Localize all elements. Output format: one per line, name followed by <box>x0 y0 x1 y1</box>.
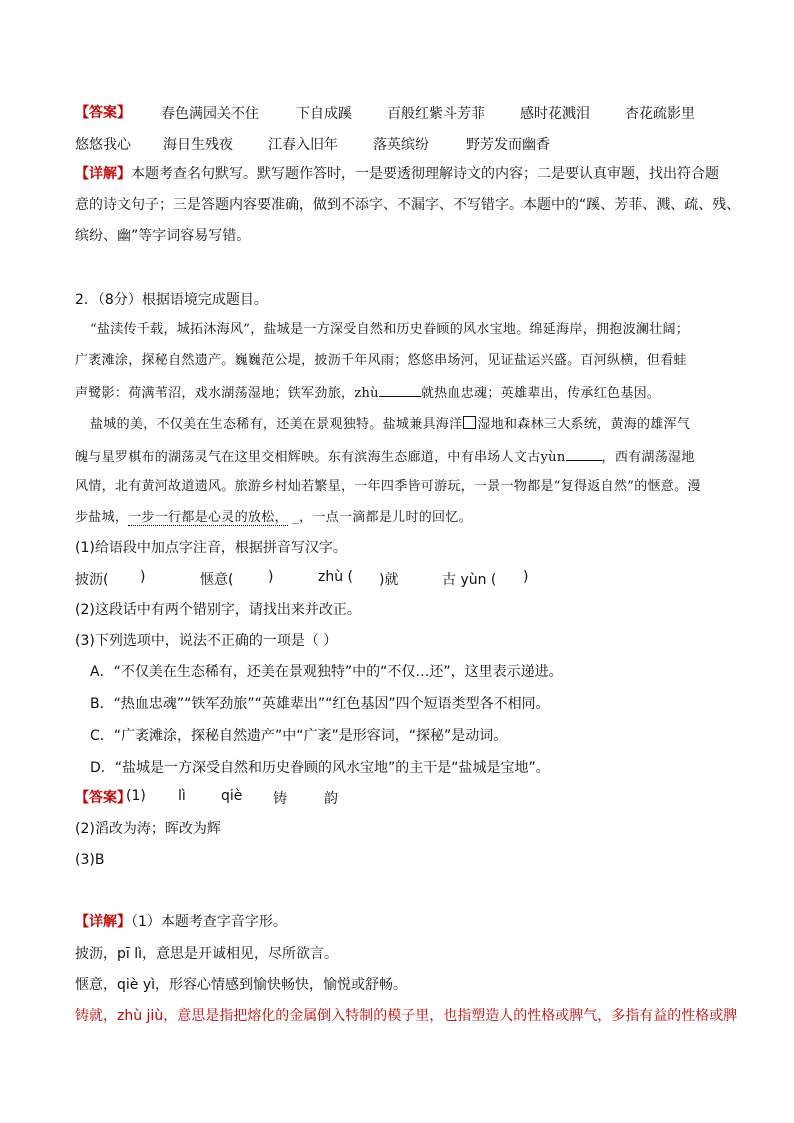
answer-item: qiè <box>221 788 243 804</box>
detail-label: 【详解】 <box>75 914 131 930</box>
answer-item: 野芳发而幽香 <box>466 137 550 153</box>
fill-blank: )就 <box>379 572 399 588</box>
detail-paragraph: 【详解】（1）本题考查字音字形。 <box>75 914 287 930</box>
option-c: C．“广袤滩涂，探秘自然遗产”中“广袤”是形容词，“探秘”是动词。 <box>90 728 508 744</box>
fill-blank: zhù ( <box>318 569 354 585</box>
fill-blank: ) <box>140 569 146 585</box>
sub-question: (1)给语段中加点字注音，根据拼音写汉字。 <box>75 540 347 556</box>
passage-line: 广袤滩涂，探秘自然遗产。巍巍范公堤，披沥千年风雨；悠悠串场河，见证盐运兴盛。百河纵横，但看蛙 <box>75 353 687 368</box>
fill-blank: ) <box>523 569 529 585</box>
answer-item: 海日生残夜 <box>163 137 233 153</box>
answer-item: 落英缤纷 <box>373 137 429 153</box>
detail-line: 披沥，pī lì，意思是开诚相见，尽所欲言。 <box>75 946 339 962</box>
answer-line: (2)滔改为涛；晖改为辉 <box>75 821 221 837</box>
fill-blank: ) <box>268 569 274 585</box>
answer-line: (3)B <box>75 852 105 868</box>
answer-item: 百般红紫斗芳菲 <box>387 106 485 122</box>
underlined-phrase: 一步一行都是心灵的放松， <box>128 510 288 525</box>
answer-item: (1) <box>126 788 146 804</box>
option-d: D．“盐城是一方深受自然和历史眷顾的风水宝地”的主干是“盐城是宝地”。 <box>90 760 550 776</box>
passage-line: 步盐城，一步一行都是心灵的放松， _，一点一滴都是儿时的回忆。 <box>75 510 472 525</box>
fill-blank: 披沥( <box>75 572 109 588</box>
answer-item: 铸 <box>273 791 287 807</box>
detail-line: 意的诗文句子；三是答题内容要准确，做到不添字、不漏字、不写错字。本题中的“蹊、芳菲、溅、疏、残、 <box>75 197 741 213</box>
answer-item: lì <box>178 788 186 804</box>
answer-item: 感时花溅泪 <box>520 106 590 122</box>
detail-line: 铸就，zhù jiù，意思是指把熔化的金属倒入特制的模子里，也指塑造人的性格或脾气，多指有益的性格或脾 <box>75 1008 738 1024</box>
answer-label: 【答案】 <box>75 790 131 806</box>
answer-item: 韵 <box>324 791 338 807</box>
detail-line: 惬意，qiè yì，形容心情感到愉快畅快，愉悦或舒畅。 <box>75 977 408 993</box>
detail-paragraph: 【详解】本题考查名句默写。默写题作答时，一是要透彻理解诗文的内容；二是要认真审题，找出符合题 <box>75 166 719 182</box>
fill-blank: 惬意( <box>200 572 234 588</box>
passage-line: 盐城的美，不仅美在生态稀有，还美在景观独特。盐城兼具海洋 湿地和森林三大系统，黄海的雄浑气 <box>90 417 691 432</box>
answer-item: 悠悠我心 <box>75 137 131 153</box>
sub-question: (3)下列选项中，说法不正确的一项是（ ） <box>75 633 338 649</box>
answer-item: 江春入旧年 <box>268 137 338 153</box>
question-title: 2．（8分）根据语境完成题目。 <box>75 292 268 308</box>
passage-line: 声鹭影：荷满苇沼，戏水湖荡湿地；铁军劲旅，zhù 就热血忠魂；英雄辈出，传承红色基因。 <box>75 382 660 404</box>
missing-char-box <box>463 416 476 429</box>
answer-item: 春色满园关不住 <box>161 106 259 122</box>
answer-item: 杏花疏影里 <box>625 106 695 122</box>
answer-label: 【答案】 <box>75 105 131 121</box>
answer-item: 下自成蹊 <box>296 106 352 122</box>
detail-line: 缤纷、幽”等字词容易写错。 <box>75 228 251 244</box>
option-a: A．“不仅美在生态稀有，还美在景观独特”中的“不仅…还”，这里表示递进。 <box>90 664 563 680</box>
detail-label: 【详解】 <box>75 166 131 182</box>
passage-line: “盐渎传千载，城拓沐海风”，盐城是一方深受自然和历史眷顾的风水宝地。绵延海岸，拥抱波澜壮阔； <box>90 322 690 337</box>
passage-line: 风情，北有黄河故道遗风。旅游乡村灿若繁星，一年四季皆可游玩，一景一物都是“复得返自然”的惬意。漫 <box>75 479 701 494</box>
passage-line: 魄与星罗棋布的湖荡灵气在这里交相辉映。东有滨海生态廊道，中有串场人文古yùn ，西有湖荡湿地 <box>75 446 695 468</box>
sub-question: (2)这段话中有两个错别字，请找出来并改正。 <box>75 602 361 618</box>
option-b: B．“热血忠魂”“铁军劲旅”“英雄辈出”“红色基因”四个短语类型各不相同。 <box>90 696 550 712</box>
fill-blank: 古 yùn ( <box>442 572 497 588</box>
